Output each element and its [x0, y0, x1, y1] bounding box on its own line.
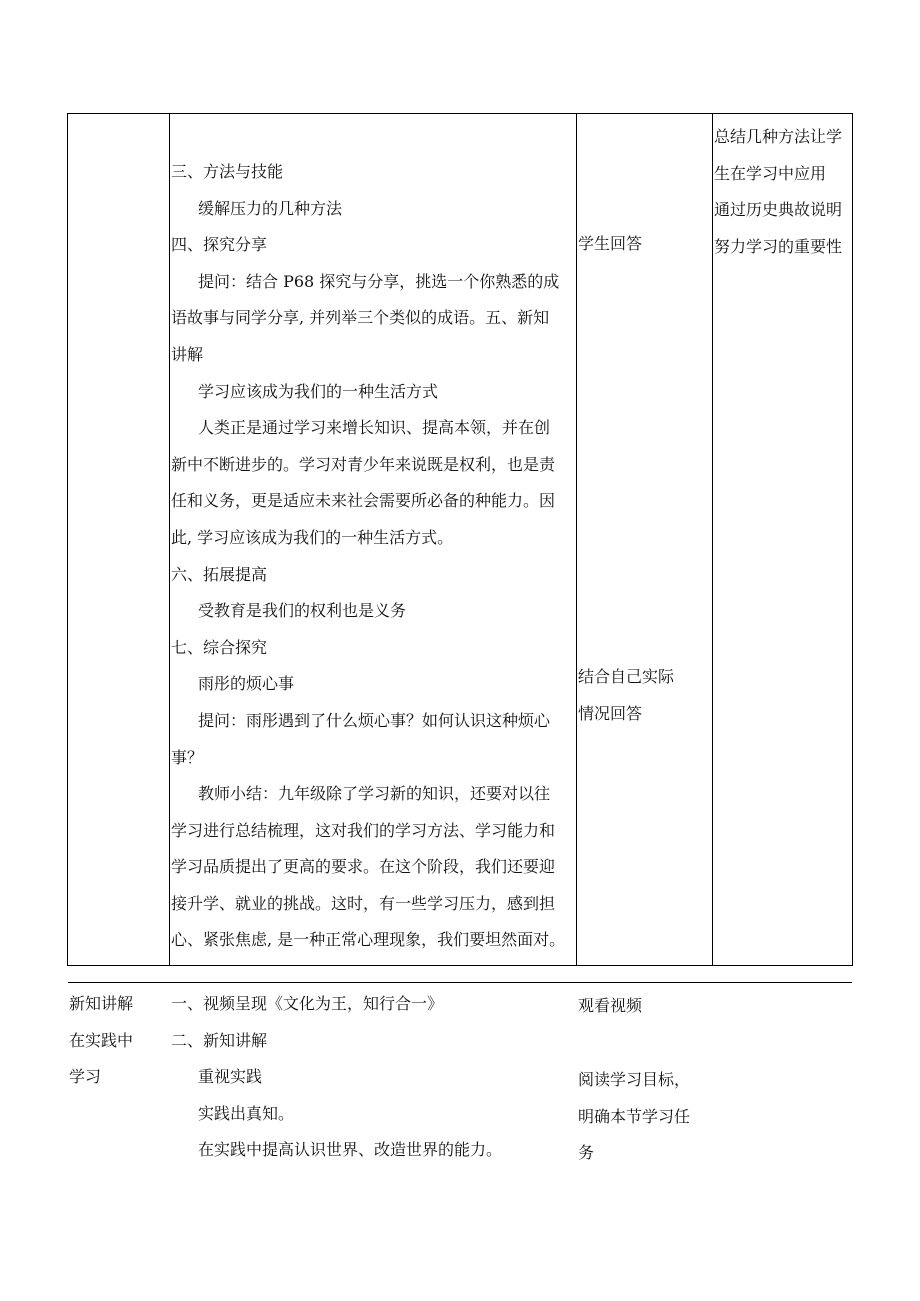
content-line: 在实践中提高认识世界、改造世界的能力。	[198, 1140, 503, 1160]
content-line: 事？	[171, 747, 204, 767]
bottom-row-student-activity-2	[578, 1062, 713, 1172]
content-line: 一、视频呈现《文化为王，知行合一》	[171, 994, 444, 1013]
content-line: 语故事与同学分享, 并列举三个类似的成语。五、新知	[171, 308, 550, 328]
design-intent-text: 总结几种方法让学	[714, 127, 843, 146]
content-line: 此, 学习应该成为我们的一种生活方式。	[171, 527, 454, 547]
student-activity-text: 明确本节学习任	[578, 1106, 691, 1126]
content-line: 心、紧张焦虑, 是一种正常心理现象，我们要坦然面对。	[171, 930, 566, 950]
content-line: 人类正是通过学习来增长知识、提高本领，并在创	[198, 418, 551, 438]
content-line: 学习进行总结梳理，这对我们的学习方法、学习能力和	[171, 820, 556, 840]
content-line: 任和义务，更是适应未来社会需要所必备的种能力。因	[171, 491, 556, 511]
content-line: 实践出真知。	[198, 1103, 295, 1123]
content-line: 重视实践	[198, 1067, 263, 1087]
content-line: 新中不断进步的。学习对青少年来说既是权利，也是责	[171, 454, 556, 474]
content-line: 七、综合探究	[171, 637, 268, 657]
content-line: 雨彤的烦心事	[198, 674, 295, 694]
student-activity-text: 阅读学习目标，	[578, 1070, 691, 1089]
stage-text: 在实践中	[69, 1030, 134, 1050]
row-divider	[68, 982, 852, 983]
design-intent-text: 通过历史典故说明	[714, 200, 843, 220]
content-line: 学习品质提出了更高的要求。在这个阶段，我们还要迎	[171, 857, 556, 877]
design-intent-text: 生在学习中应用	[714, 163, 827, 183]
stage-text: 新知讲解	[69, 994, 134, 1013]
content-line: 教师小结：九年级除了学习新的知识，还要对以往	[198, 784, 551, 804]
bottom-row-content-cell	[171, 986, 576, 1169]
student-activity-text: 观看视频	[578, 996, 643, 1015]
student-activity-text: 结合自己实际	[578, 667, 675, 686]
stage-text: 学习	[69, 1067, 102, 1087]
column-divider	[169, 114, 170, 965]
top-row-student-activity-2	[578, 659, 713, 732]
content-line: 缓解压力的几种方法	[198, 198, 343, 218]
content-line: 二、新知讲解	[171, 1030, 268, 1050]
content-line: 提问：雨彤遇到了什么烦心事？如何认识这种烦心	[198, 710, 551, 730]
top-row-design-intent	[714, 119, 854, 265]
content-line: 学习应该成为我们的一种生活方式	[198, 381, 439, 401]
student-activity-text: 学生回答	[578, 234, 643, 253]
student-activity-text: 情况回答	[578, 703, 643, 723]
content-line: 接升学、就业的挑战。这时，有一些学习压力，感到担	[171, 893, 556, 913]
content-line: 受教育是我们的权利也是义务	[198, 601, 407, 621]
design-intent-text: 努力学习的重要性	[714, 236, 843, 256]
content-line: 六、拓展提高	[171, 564, 268, 584]
content-line: 提问：结合 P68 探究与分享，挑选一个你熟悉的成	[198, 271, 560, 291]
content-line: 讲解	[171, 344, 204, 364]
content-line: 四、探究分享	[171, 235, 268, 255]
bottom-row-stage-cell	[69, 986, 169, 1096]
top-row-student-activity-1	[578, 226, 713, 263]
content-line: 三、方法与技能	[171, 162, 284, 181]
top-row-content-cell	[171, 154, 576, 959]
student-activity-text: 务	[578, 1143, 595, 1163]
column-divider	[576, 114, 577, 965]
bottom-row-student-activity-1	[578, 988, 713, 1025]
lesson-plan-table	[67, 113, 853, 1163]
